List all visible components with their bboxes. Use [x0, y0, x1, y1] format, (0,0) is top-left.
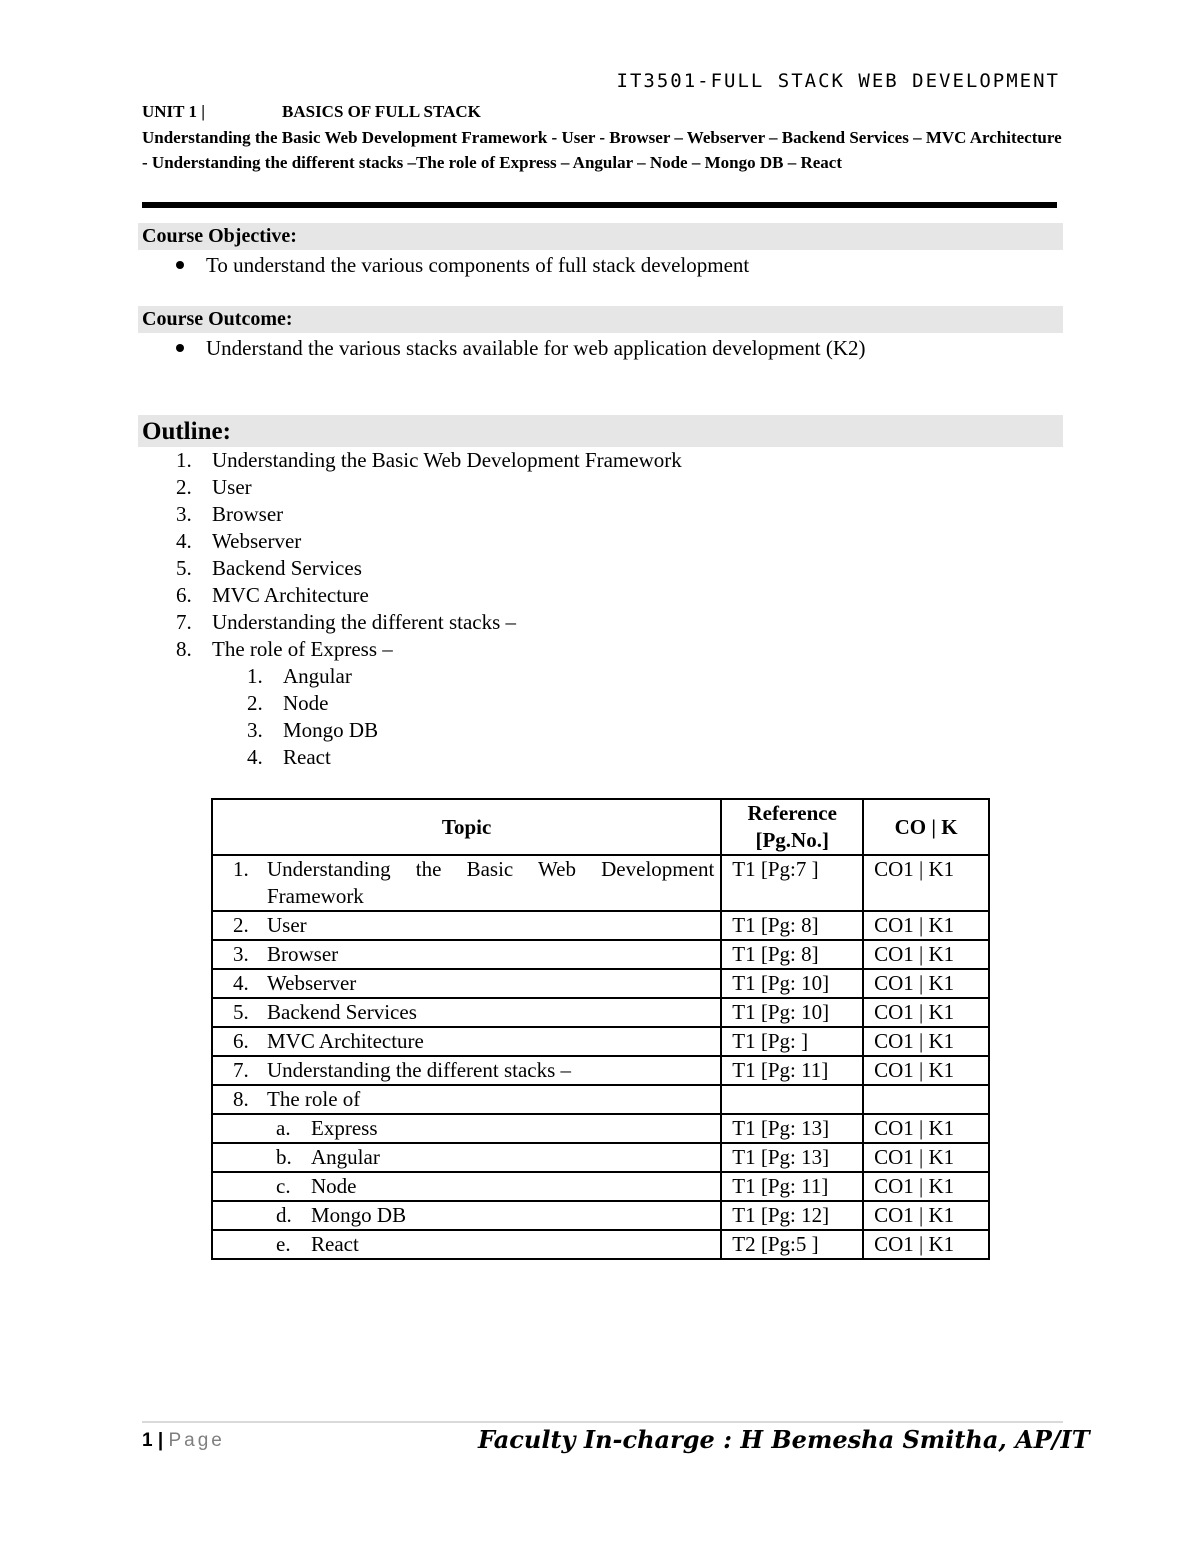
co-cell: CO1 | K1: [863, 940, 989, 969]
reference-cell: T1 [Pg: 13]: [721, 1143, 863, 1172]
co-cell: [863, 1085, 989, 1114]
unit-description: Understanding the Basic Web Development Framework - User - Browser – Webserver – Backend Services – MVC Architecture - Understanding the different stacks –The role of Express – Angular – Node – Mongo DB – React: [142, 128, 1062, 172]
co-cell: CO1 | K1: [863, 998, 989, 1027]
page-number-footer: [142, 1430, 225, 1452]
list-text: Understanding the different stacks –: [212, 610, 517, 634]
topic-text: Backend Services: [267, 1000, 417, 1024]
table-row: [212, 1056, 989, 1085]
list-number: 5.: [176, 556, 192, 580]
table-row: [212, 1027, 989, 1056]
topic-text: The role of: [267, 1087, 361, 1111]
row-number: 6.: [233, 1029, 249, 1053]
header-divider: [142, 202, 1057, 208]
reference-cell: T1 [Pg: 8]: [721, 940, 863, 969]
table-subrow: [212, 1201, 989, 1230]
list-number: 3.: [176, 502, 192, 526]
topic-cell: [212, 940, 721, 969]
list-number: 7.: [176, 610, 192, 634]
topic-text: Understanding the Basic Web Development Framework: [267, 857, 715, 908]
reference-cell: T1 [Pg: 10]: [721, 969, 863, 998]
list-item: [176, 582, 682, 609]
header-topic: Topic: [212, 799, 721, 855]
reference-cell: T2 [Pg:5 ]: [721, 1230, 863, 1259]
reference-cell: T1 [Pg: 12]: [721, 1201, 863, 1230]
topic-cell: [212, 1230, 721, 1259]
co-cell: CO1 | K1: [863, 855, 989, 911]
list-subitem: [176, 663, 682, 690]
co-cell: CO1 | K1: [863, 1027, 989, 1056]
row-number: 5.: [233, 1000, 249, 1024]
topic-cell: [212, 1201, 721, 1230]
list-number: 2.: [247, 691, 263, 715]
unit-name: BASICS OF FULL STACK: [282, 102, 481, 121]
course-objective-item: [176, 253, 749, 278]
row-number: 2.: [233, 913, 249, 937]
unit-heading: [142, 102, 481, 122]
course-outcome-text: Understand the various stacks available for web application development (K2): [206, 336, 866, 360]
list-text: Node: [283, 691, 329, 715]
co-cell: CO1 | K1: [863, 969, 989, 998]
row-number: b.: [276, 1145, 292, 1169]
list-text: The role of Express –: [212, 637, 393, 661]
bullet-icon: [176, 261, 184, 269]
row-number: 4.: [233, 971, 249, 995]
outline-heading: Outline:: [138, 415, 1063, 447]
header-reference: Reference [Pg.No.]: [721, 799, 863, 855]
topic-text: Webserver: [267, 971, 357, 995]
table-subrow: [212, 1230, 989, 1259]
course-outcome-item: [176, 336, 866, 361]
topic-cell: [212, 1114, 721, 1143]
reference-cell: T1 [Pg: 11]: [721, 1056, 863, 1085]
topic-cell: [212, 1172, 721, 1201]
list-item: [176, 636, 682, 663]
topic-cell: [212, 911, 721, 940]
topic-text: Express: [311, 1116, 378, 1140]
list-text: Webserver: [212, 529, 302, 553]
reference-cell: T1 [Pg: ]: [721, 1027, 863, 1056]
row-number: 7.: [233, 1058, 249, 1082]
topic-cell: [212, 969, 721, 998]
list-text: React: [283, 745, 331, 769]
topic-text: Mongo DB: [311, 1203, 407, 1227]
course-title: IT3501-FULL STACK WEB DEVELOPMENT: [616, 70, 1060, 92]
topic-text: Node: [311, 1174, 357, 1198]
list-number: 6.: [176, 583, 192, 607]
list-item: [176, 609, 682, 636]
topic-text: Understanding the different stacks –: [267, 1058, 572, 1082]
topic-text: Browser: [267, 942, 339, 966]
co-cell: CO1 | K1: [863, 1201, 989, 1230]
co-cell: CO1 | K1: [863, 1230, 989, 1259]
reference-cell: T1 [Pg: 8]: [721, 911, 863, 940]
reference-cell: T1 [Pg: 10]: [721, 998, 863, 1027]
table-row: [212, 969, 989, 998]
table-subrow: [212, 1143, 989, 1172]
course-objective-heading: Course Objective:: [138, 223, 1063, 250]
table-subrow: [212, 1172, 989, 1201]
page-label: Page: [168, 1430, 225, 1451]
table-header-row: [212, 799, 989, 855]
list-text: Angular: [283, 664, 352, 688]
topic-text: Angular: [311, 1145, 380, 1169]
topic-text: MVC Architecture: [267, 1029, 424, 1053]
page-separator: |: [157, 1430, 164, 1451]
list-text: Backend Services: [212, 556, 362, 580]
list-item: [176, 474, 682, 501]
list-item: [176, 555, 682, 582]
topic-cell: [212, 1143, 721, 1172]
course-objective-text: To understand the various components of full stack development: [206, 253, 750, 277]
list-item: [176, 501, 682, 528]
list-subitem: [176, 690, 682, 717]
list-number: 8.: [176, 637, 192, 661]
topic-cell: [212, 855, 721, 911]
list-number: 3.: [247, 718, 263, 742]
reference-cell: T1 [Pg: 11]: [721, 1172, 863, 1201]
topic-cell: [212, 1085, 721, 1114]
list-subitem: [176, 744, 682, 771]
row-number: e.: [276, 1232, 291, 1256]
bullet-icon: [176, 344, 184, 352]
course-outcome-heading: Course Outcome:: [138, 306, 1063, 333]
list-text: User: [212, 475, 252, 499]
list-number: 4.: [247, 745, 263, 769]
topics-table: [211, 798, 990, 1260]
co-cell: CO1 | K1: [863, 911, 989, 940]
reference-cell: [721, 1085, 863, 1114]
reference-cell: T1 [Pg: 13]: [721, 1114, 863, 1143]
table-row: [212, 855, 989, 911]
list-number: 2.: [176, 475, 192, 499]
page-number: 1: [142, 1430, 153, 1451]
table-row: [212, 911, 989, 940]
co-cell: CO1 | K1: [863, 1143, 989, 1172]
topic-cell: [212, 1027, 721, 1056]
reference-cell: T1 [Pg:7 ]: [721, 855, 863, 911]
list-number: 1.: [176, 448, 192, 472]
row-number: 3.: [233, 942, 249, 966]
list-text: Understanding the Basic Web Development Framework: [212, 448, 682, 472]
unit-label: UNIT 1 |: [142, 102, 205, 121]
list-subitem: [176, 717, 682, 744]
list-number: 1.: [247, 664, 263, 688]
list-text: Browser: [212, 502, 284, 526]
footer-divider: [142, 1421, 1063, 1423]
table-row: [212, 1085, 989, 1114]
row-number: d.: [276, 1203, 292, 1227]
faculty-in-charge: Faculty In-charge : H Bemesha Smitha, AP/IT: [478, 1425, 1090, 1454]
co-cell: CO1 | K1: [863, 1172, 989, 1201]
topic-cell: [212, 998, 721, 1027]
co-cell: CO1 | K1: [863, 1114, 989, 1143]
topic-text: React: [311, 1232, 359, 1256]
table-subrow: [212, 1114, 989, 1143]
topic-cell: [212, 1056, 721, 1085]
outline-list: [176, 447, 682, 771]
list-text: Mongo DB: [283, 718, 379, 742]
row-number: a.: [276, 1116, 291, 1140]
list-item: [176, 528, 682, 555]
row-number: c.: [276, 1174, 291, 1198]
list-item: [176, 447, 682, 474]
table-row: [212, 940, 989, 969]
list-text: MVC Architecture: [212, 583, 369, 607]
table-row: [212, 998, 989, 1027]
header-co: CO | K: [863, 799, 989, 855]
topic-text: User: [267, 913, 307, 937]
row-number: 1.: [233, 857, 249, 881]
list-number: 4.: [176, 529, 192, 553]
row-number: 8.: [233, 1087, 249, 1111]
co-cell: CO1 | K1: [863, 1056, 989, 1085]
